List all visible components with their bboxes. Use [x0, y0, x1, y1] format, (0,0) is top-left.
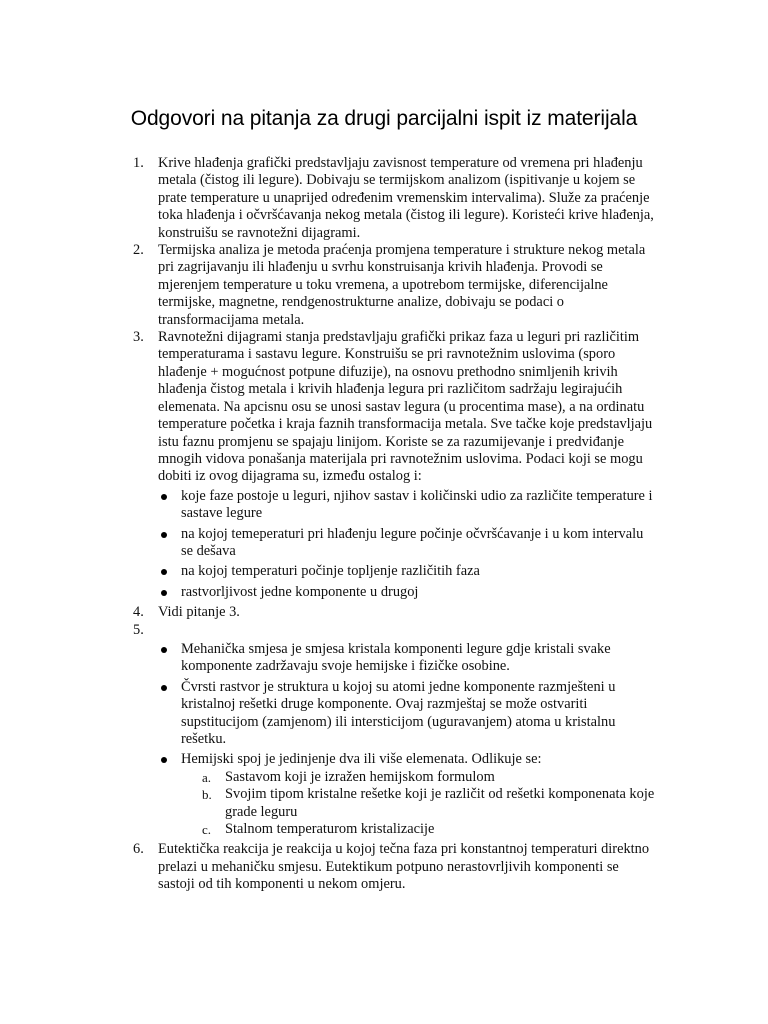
answer-number: 3. [133, 329, 144, 346]
bullet-list [158, 641, 656, 838]
answer-text: Krive hlađenja grafički predstavljaju zavisnost temperature od vremena pri hlađenju metala (čistog ili legure). Dobivaju se termijskom analizom (ispitivanje u kojem se prate temperature u unaprijed određenim vremenskim intervalima). Služe za praćenje toka hlađenja i očvršćavanja nekog metala (čistog ili legure). Koristeći krive hlađenja, konstruišu se ravnotežni dijagrami. [158, 155, 654, 241]
sub-letter: a. [202, 769, 212, 785]
sub-item [181, 786, 656, 821]
answer-2 [116, 242, 656, 329]
sub-item [181, 821, 656, 838]
answer-number: 2. [133, 242, 144, 259]
bullet-item: Mehanička smjesa je smjesa kristala komponenti legure gdje kristali svake komponente zadržavaju svoje hemijske i fizičke osobine. [158, 641, 656, 676]
answer-text [158, 622, 162, 638]
bullet-list [158, 488, 656, 601]
answer-number: 6. [133, 841, 144, 858]
answer-number: 4. [133, 604, 144, 621]
sub-text: Svojim tipom kristalne rešetke koji je različit od rešetki komponenata koje grade leguru [225, 786, 655, 820]
answer-text: Vidi pitanje 3. [158, 604, 240, 621]
sub-letter: b. [202, 787, 212, 803]
bullet-item: rastvorljivost jedne komponente u drugoj [158, 584, 656, 601]
answer-text: Ravnotežni dijagrami stanja predstavljaju grafički prikaz faza u leguri pri različitim temperaturama i sastavu legure. Konstruišu se pri ravnotežnim uslovima (sporo hlađenje + mogućnost potpune difuzije), na osnovu prethodno snimljenih krivih hlađenja čistog metala i krivih hlađenja legura pri različitom sadržaju legirajućih elemenata. Na apcisnu osu se unosi sastav legura (u procentima mase), a na ordinatu temperature početka i kraja faznih transformacija metala. Sve tačke koje predstavljaju istu faznu promjenu se spajaju linijom. Koriste se za razumijevanje i predviđanje mnogih vidova ponašanja materijala pri ravnotežnim uslovima. Podaci koji se mogu dobiti iz ovog dijagrama su, između ostalog i: [158, 329, 653, 485]
answer-3 [116, 329, 656, 601]
answer-1 [116, 155, 656, 242]
bullet-item: Čvrsti rastvor je struktura u kojoj su atomi jedne komponente razmješteni u kristalnoj rešetki druge komponente. Ovaj razmještaj se može ostvariti supstitucijom (zamjenom) ili intersticijom (uguravanjem) atoma u kristalnu rešetku. [158, 679, 656, 749]
answer-5 [116, 622, 656, 839]
answer-number: 5. [133, 621, 144, 638]
document-title: Odgovori na pitanja za drugi parcijalni ispit iz materijala [130, 107, 638, 130]
answer-number: 1. [133, 155, 144, 171]
answer-text: Eutektička reakcija je reakcija u kojoj tečna faza pri konstantnoj temperaturi direktno prelazi u mehaničku smjesu. Eutektikum potpuno nerastovrljivih komponenti se sastoji od tih komponenti u nekom omjeru. [158, 841, 650, 893]
answers-list [116, 155, 656, 894]
sub-text: Sastavom koji je izražen hemijskom formulom [225, 768, 495, 785]
bullet-item: koje faze postoje u leguri, njihov sastav i količinski udio za različite temperature i sastave legure [158, 488, 656, 523]
sub-item [181, 769, 656, 786]
answer-4 [116, 604, 656, 621]
bullet-item [158, 751, 656, 838]
bullet-item: na kojoj temperaturi počinje topljenje različitih faza [158, 563, 656, 580]
bullet-text: Hemijski spoj je jedinjenje dva ili više elemenata. Odlikuje se: [181, 751, 542, 768]
answer-text: Termijska analiza je metoda praćenja promjena temperature i strukture nekog metala pri zagrijavanju ili hlađenju u svrhu konstruisanja krivih hlađenja. Provodi se mjerenjem temperature u toku vremena, a upotrebom termijske, diferencijalne termijske, magnetne, rendgenostrukturne analize, dobivaju se podaci o transformacijama metala. [158, 242, 646, 328]
sub-list [181, 769, 656, 839]
answer-6 [116, 841, 656, 893]
bullet-item: na kojoj temeperaturi pri hlađenju legure počinje očvršćavanje i u kom intervalu se dešava [158, 526, 656, 561]
sub-text: Stalnom temperaturom kristalizacije [225, 821, 435, 838]
sub-letter: c. [202, 822, 212, 838]
